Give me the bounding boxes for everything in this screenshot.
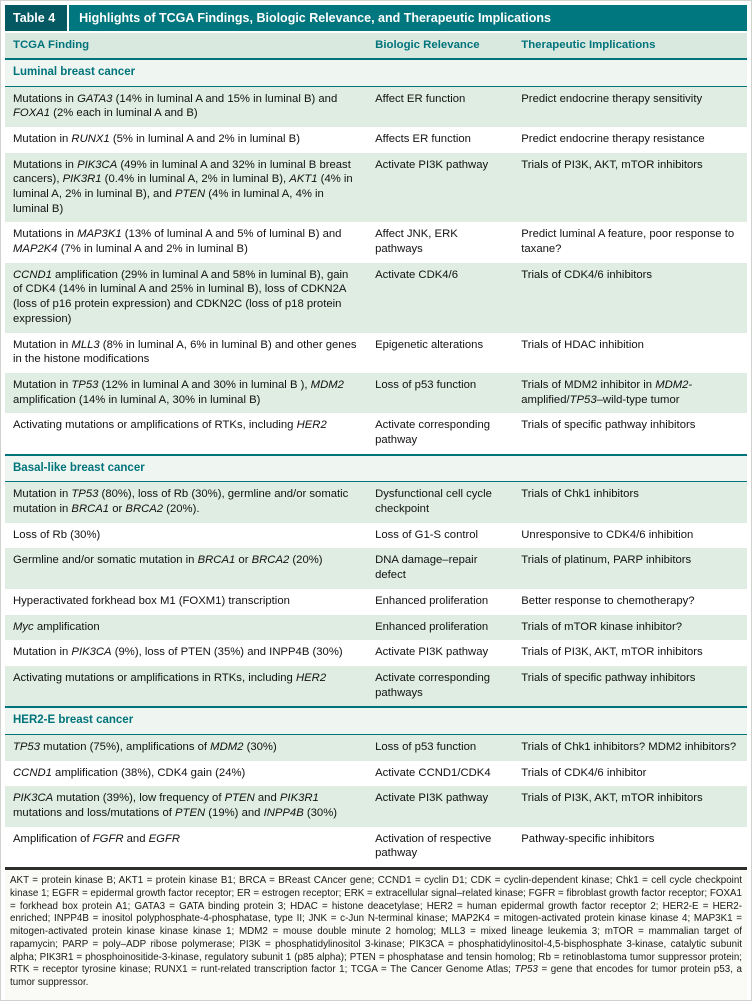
finding-cell: Mutations in PIK3CA (49% in luminal A and 32% in luminal B breast cancers), PIK3R1 (0.4% in luminal A, 2% in luminal B), AKT1 (4% in luminal A, 2% in luminal B), and PTEN (4% in luminal A, 4% in luminal B) (5, 153, 367, 223)
relevance-cell: Enhanced proliferation (367, 589, 513, 615)
relevance-cell: Activate CDK4/6 (367, 263, 513, 333)
relevance-cell: Loss of G1-S control (367, 523, 513, 549)
implications-cell: Trials of PI3K, AKT, mTOR inhibitors (513, 153, 747, 223)
section-title: HER2-E breast cancer (5, 707, 747, 734)
table-row (5, 666, 747, 707)
implications-cell: Predict endocrine therapy sensitivity (513, 86, 747, 127)
relevance-cell: Activate corresponding pathway (367, 413, 513, 454)
finding-cell: Amplification of FGFR and EGFR (5, 827, 367, 867)
column-header-row (5, 33, 747, 59)
relevance-cell: Activate PI3K pathway (367, 786, 513, 826)
finding-cell: TP53 mutation (75%), amplifications of MDM2 (30%) (5, 735, 367, 761)
table-row (5, 153, 747, 223)
finding-cell: Germline and/or somatic mutation in BRCA1 or BRCA2 (20%) (5, 548, 367, 588)
implications-cell: Predict endocrine therapy resistance (513, 127, 747, 153)
finding-cell: Mutation in MLL3 (8% in luminal A, 6% in luminal B) and other genes in the histone modifications (5, 333, 367, 373)
abbreviations-footnote: AKT = protein kinase B; AKT1 = protein kinase B1; BRCA = BReast CAncer gene; CCND1 = cyclin D1; CDK = cyclin-dependent kinase; Chk1 = cell cycle checkpoint kinase 1; EGFR = epidermal growth factor receptor; ER = estrogen receptor; ERK = extracellular signal–related kinase; FGFR = fibroblast growth factor receptor; FOXA1 = forkhead box protein A1; GATA3 = GATA binding protein 3; HDAC = histone deacetylase; HER2 = human epidermal growth factor receptor 2; HER2-E = HER2-enriched; INPP4B = inositol polyphosphate-4-phosphatase, type II; JNK = c-Jun N-terminal kinase; MAP2K4 = mitogen-activated protein kinase kinase 4; MAP3K1 = mitogen-activated protein kinase kinase kinase 1; MDM2 = mouse double minute 2 homolog; MLL3 = mixed lineage leukemia 3; mTOR = mammalian target of rapamycin; PARP = poly–ADP ribose polymerase; PI3K = phosphatidylinositol 3-kinase; PIK3CA = phosphatidylinositol-4,5-bisphosphate 3-kinase, catalytic subunit alpha; PIK3R1 = phosphoinositide-3-kinase, regulatory subunit 1 (p85 alpha); PTEN = phosphatase and tensin homolog; Rb = retinoblastoma tumor suppressor protein; RTK = receptor tyrosine kinase; RUNX1 = runt-related transcription factor 1; TCGA = The Cancer Genome Atlas; TP53 = gene that encodes for tumor protein p53, a tumor suppressor. (5, 867, 747, 1000)
implications-cell: Trials of specific pathway inhibitors (513, 413, 747, 454)
finding-cell: Mutation in PIK3CA (9%), loss of PTEN (35%) and INPP4B (30%) (5, 640, 367, 666)
implications-cell: Trials of Chk1 inhibitors? MDM2 inhibitors? (513, 735, 747, 761)
relevance-cell: Activate corresponding pathways (367, 666, 513, 707)
finding-cell: Mutation in TP53 (80%), loss of Rb (30%), germline and/or somatic mutation in BRCA1 or BRCA2 (20%). (5, 482, 367, 523)
section-header-her2e (5, 707, 747, 734)
finding-cell: Mutation in TP53 (12% in luminal A and 30% in luminal B ), MDM2 amplification (14% in luminal A, 30% in luminal B) (5, 373, 367, 413)
implications-cell: Trials of CDK4/6 inhibitors (513, 263, 747, 333)
finding-cell: PIK3CA mutation (39%), low frequency of PTEN and PIK3R1 mutations and loss/mutations of PTEN (19%) and INPP4B (30%) (5, 786, 367, 826)
table-title: Highlights of TCGA Findings, Biologic Relevance, and Therapeutic Implications (69, 5, 747, 31)
table-row (5, 333, 747, 373)
table-row (5, 761, 747, 787)
table-row (5, 640, 747, 666)
relevance-cell: Epigenetic alterations (367, 333, 513, 373)
table-row (5, 548, 747, 588)
table-row (5, 86, 747, 127)
section-her2e (5, 707, 747, 867)
implications-cell: Trials of specific pathway inhibitors (513, 666, 747, 707)
relevance-cell: Affects ER function (367, 127, 513, 153)
relevance-cell: Activation of respective pathway (367, 827, 513, 867)
implications-cell: Pathway-specific inhibitors (513, 827, 747, 867)
section-title: Basal-like breast cancer (5, 455, 747, 482)
finding-cell: CCND1 amplification (29% in luminal A and 58% in luminal B), gain of CDK4 (14% in luminal A and 25% in luminal B), loss of CDKN2A (loss of p16 protein expression) and CDKN2C (loss of p18 protein expression) (5, 263, 367, 333)
table-row (5, 127, 747, 153)
relevance-cell: Activate CCND1/CDK4 (367, 761, 513, 787)
finding-cell: Loss of Rb (30%) (5, 523, 367, 549)
table-row (5, 786, 747, 826)
table-row (5, 523, 747, 549)
table-row (5, 373, 747, 413)
table-number-tag: Table 4 (5, 5, 69, 31)
implications-cell: Unresponsive to CDK4/6 inhibition (513, 523, 747, 549)
finding-cell: Activating mutations or amplifications of RTKs, including HER2 (5, 413, 367, 454)
finding-cell: Mutations in GATA3 (14% in luminal A and 15% in luminal B) and FOXA1 (2% each in luminal A and B) (5, 86, 367, 127)
col-header-relevance: Biologic Relevance (367, 33, 513, 59)
relevance-cell: Activate PI3K pathway (367, 153, 513, 223)
section-luminal (5, 59, 747, 455)
implications-cell: Trials of MDM2 inhibitor in MDM2-amplified/TP53–wild-type tumor (513, 373, 747, 413)
relevance-cell: Affect ER function (367, 86, 513, 127)
tcga-findings-table (5, 33, 747, 867)
table-row (5, 222, 747, 262)
implications-cell: Trials of HDAC inhibition (513, 333, 747, 373)
section-basal (5, 455, 747, 708)
col-header-finding: TCGA Finding (5, 33, 367, 59)
table-titlebar (5, 5, 747, 31)
relevance-cell: Loss of p53 function (367, 735, 513, 761)
implications-cell: Trials of platinum, PARP inhibitors (513, 548, 747, 588)
table-row (5, 827, 747, 867)
implications-cell: Trials of mTOR kinase inhibitor? (513, 615, 747, 641)
implications-cell: Predict luminal A feature, poor response to taxane? (513, 222, 747, 262)
relevance-cell: Loss of p53 function (367, 373, 513, 413)
implications-cell: Better response to chemotherapy? (513, 589, 747, 615)
table-row (5, 413, 747, 454)
relevance-cell: Affect JNK, ERK pathways (367, 222, 513, 262)
table-row (5, 615, 747, 641)
finding-cell: Activating mutations or amplifications in RTKs, including HER2 (5, 666, 367, 707)
finding-cell: Mutations in MAP3K1 (13% of luminal A and 5% of luminal B) and MAP2K4 (7% in luminal A and 2% in luminal B) (5, 222, 367, 262)
table-row (5, 263, 747, 333)
relevance-cell: Enhanced proliferation (367, 615, 513, 641)
relevance-cell: Dysfunctional cell cycle checkpoint (367, 482, 513, 523)
finding-cell: Hyperactivated forkhead box M1 (FOXM1) transcription (5, 589, 367, 615)
finding-cell: Mutation in RUNX1 (5% in luminal A and 2% in luminal B) (5, 127, 367, 153)
table-row (5, 589, 747, 615)
section-title: Luminal breast cancer (5, 59, 747, 86)
section-header-basal (5, 455, 747, 482)
finding-cell: CCND1 amplification (38%), CDK4 gain (24%) (5, 761, 367, 787)
table-row (5, 735, 747, 761)
finding-cell: Myc amplification (5, 615, 367, 641)
relevance-cell: Activate PI3K pathway (367, 640, 513, 666)
implications-cell: Trials of PI3K, AKT, mTOR inhibitors (513, 640, 747, 666)
section-header-luminal (5, 59, 747, 86)
table-row (5, 482, 747, 523)
col-header-implications: Therapeutic Implications (513, 33, 747, 59)
implications-cell: Trials of CDK4/6 inhibitor (513, 761, 747, 787)
relevance-cell: DNA damage–repair defect (367, 548, 513, 588)
implications-cell: Trials of PI3K, AKT, mTOR inhibitors (513, 786, 747, 826)
implications-cell: Trials of Chk1 inhibitors (513, 482, 747, 523)
